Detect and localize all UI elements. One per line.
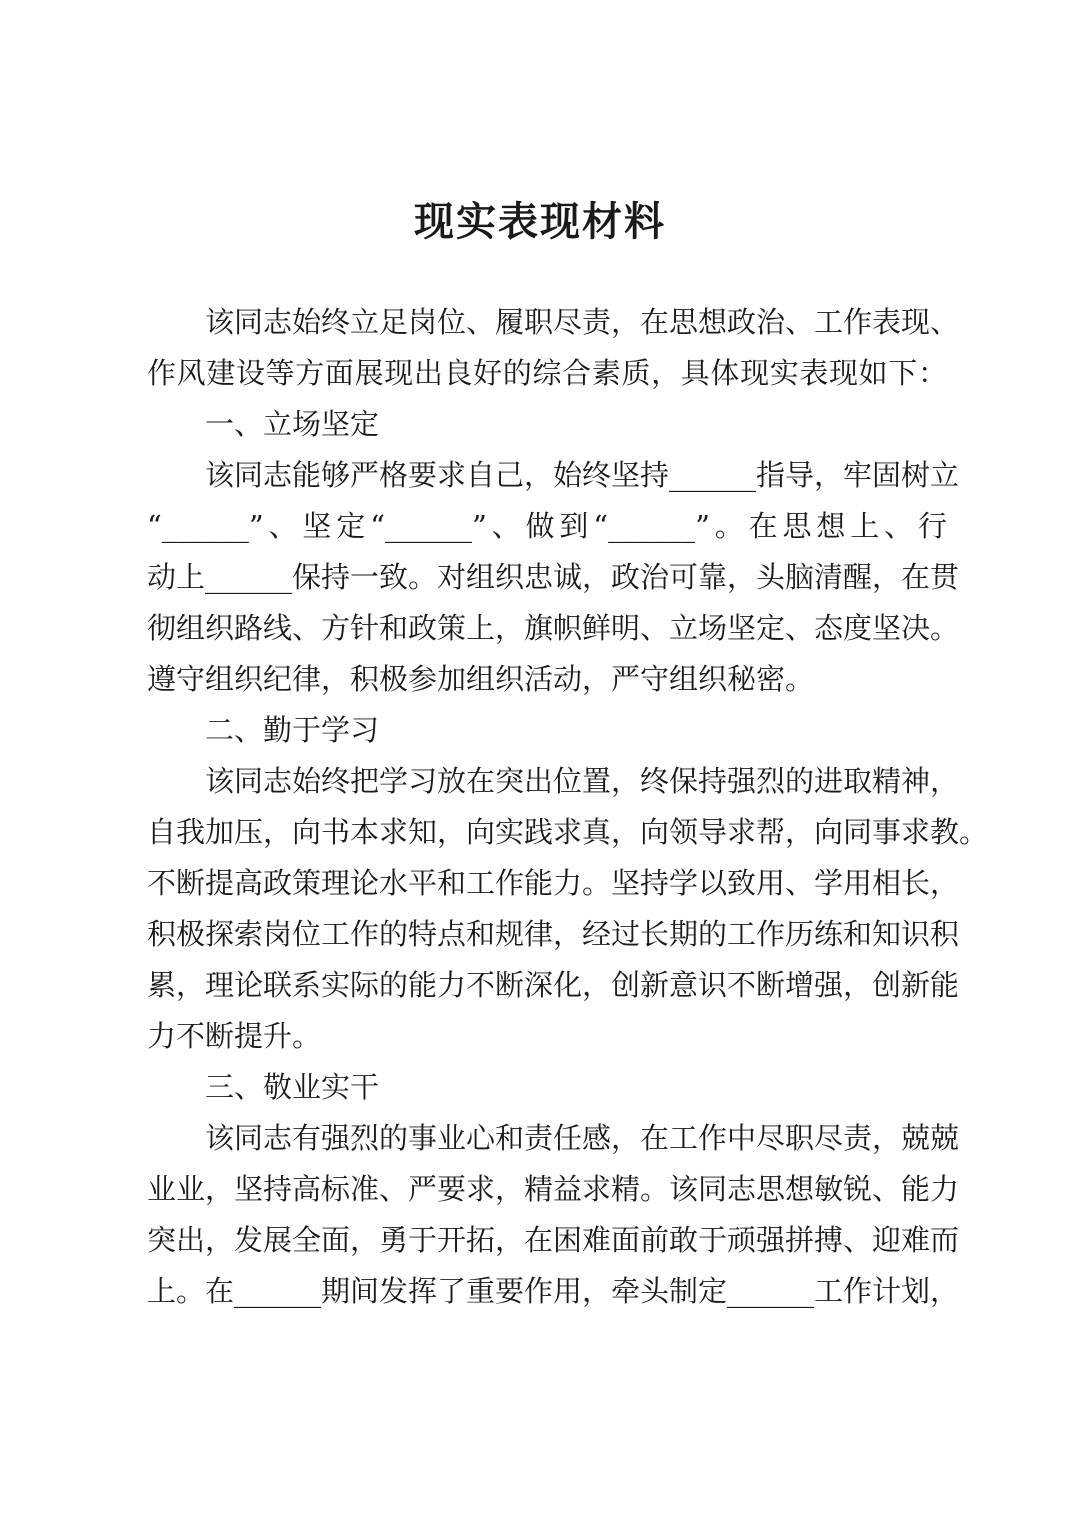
paragraph-line: 该同志始终把学习放在突出位置，终保持强烈的进取精神， bbox=[205, 764, 960, 798]
section-heading: 一、立场坚定 bbox=[205, 407, 380, 441]
paragraph-line: 自我加压，向书本求知，向实践求真，向领导求帮，向同事求教。 bbox=[147, 815, 989, 849]
paragraph-line: “______”、坚定“______”、做到“______”。在思想上、行 bbox=[147, 509, 947, 543]
paragraph-line: 动上______保持一致。对组织忠诚，政治可靠，头脑清醒，在贯 bbox=[147, 560, 960, 594]
section-heading: 二、勤于学习 bbox=[205, 713, 380, 747]
paragraph-line: 该同志有强烈的事业心和责任感，在工作中尽职尽责，兢兢 bbox=[205, 1121, 960, 1155]
paragraph-line: 力不断提升。 bbox=[147, 1019, 322, 1053]
intro-line: 该同志始终立足岗位、履职尽责，在思想政治、工作表现、 bbox=[205, 305, 960, 339]
paragraph-line: 累，理论联系实际的能力不断深化，创新意识不断增强，创新能 bbox=[147, 968, 960, 1002]
section-heading: 三、敬业实干 bbox=[205, 1070, 380, 1104]
paragraph-line: 积极探索岗位工作的特点和规律，经过长期的工作历练和知识积 bbox=[147, 917, 960, 951]
paragraph-line: 突出，发展全面，勇于开拓，在困难面前敢于顽强拼搏、迎难而 bbox=[147, 1223, 960, 1257]
document-title: 现实表现材料 bbox=[414, 198, 666, 245]
paragraph-line: 业业，坚持高标准、严要求，精益求精。该同志思想敏锐、能力 bbox=[147, 1172, 960, 1206]
paragraph-line: 遵守组织纪律，积极参加组织活动，严守组织秘密。 bbox=[147, 662, 815, 696]
intro-line: 作风建设等方面展现出良好的综合素质，具体现实表现如下： bbox=[147, 356, 947, 390]
paragraph-line: 彻组织路线、方针和政策上，旗帜鲜明、立场坚定、态度坚决。 bbox=[147, 611, 960, 645]
document-body bbox=[147, 297, 989, 1317]
paragraph-line: 上。在______期间发挥了重要作用，牵头制定______工作计划， bbox=[147, 1274, 960, 1308]
paragraph-line: 该同志能够严格要求自己，始终坚持______指导，牢固树立 bbox=[205, 458, 960, 492]
paragraph-line: 不断提高政策理论水平和工作能力。坚持学以致用、学用相长， bbox=[147, 866, 960, 900]
